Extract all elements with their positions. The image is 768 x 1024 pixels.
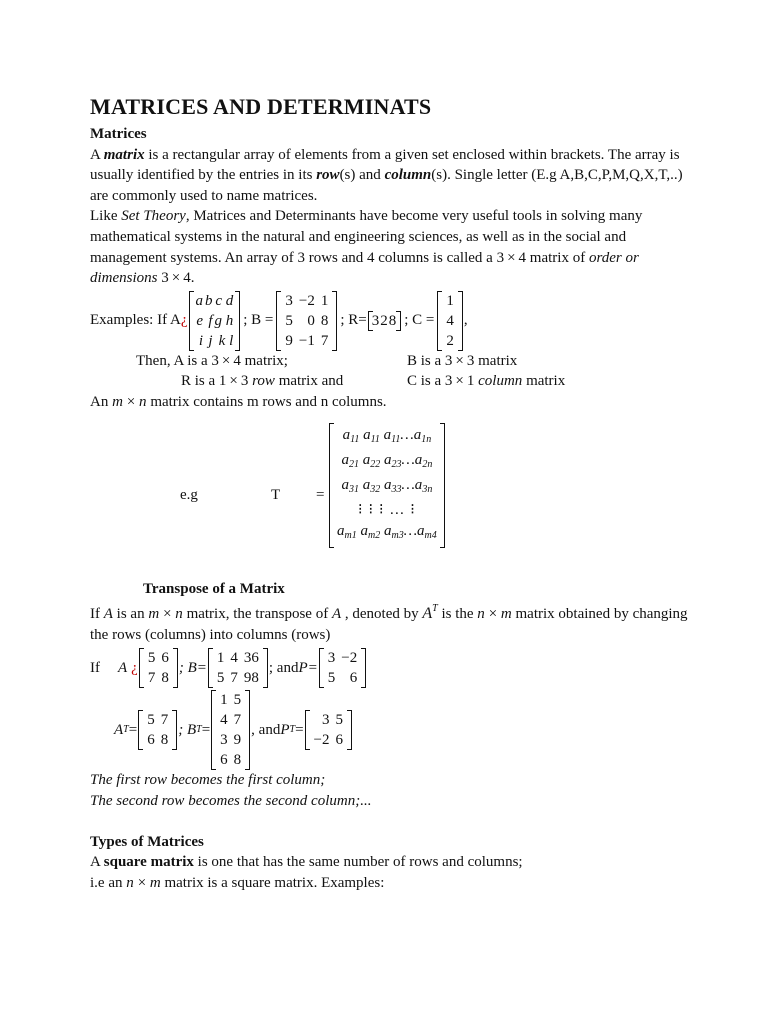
transpose-matrix-P-row-2 <box>325 668 360 688</box>
matrix-P-transpose-cell: 5 <box>335 712 343 729</box>
matrix-A-transpose <box>138 710 177 750</box>
PT-label: P <box>280 722 290 739</box>
eg-label: e.g <box>180 486 198 503</box>
matrix-B-row-2 <box>282 311 331 331</box>
transpose-matrix-A-row-2 <box>145 668 172 688</box>
matrix-P-transpose-cell: 6 <box>335 732 343 749</box>
BT-sup: T <box>196 724 202 736</box>
transpose-matrix-A <box>139 648 178 688</box>
matrix-C-row-3 <box>443 331 457 351</box>
transpose-matrix-P-cell: −2 <box>341 650 358 667</box>
transpose-example-row <box>90 648 690 688</box>
general-matrix-row-1: $a_{11}$ $a_{11}$ $a_{11}\dots a_{1n}$ <box>342 426 432 445</box>
transpose-matrix-A-row-1 <box>145 648 172 668</box>
matrix-A-cell: e <box>196 312 203 329</box>
then-B-text: B is a 3 × 3 matrix <box>407 352 518 369</box>
matrix-B-transpose-cell: 4 <box>220 712 228 729</box>
matrix-R-label: ; R= <box>340 312 367 329</box>
general-matrix-row-2: $a_{21}$ $a_{22}$ $a_{23}\dots a_{2n}$ <box>341 451 433 470</box>
AT-eq: = <box>128 722 138 739</box>
examples-label: Examples: If A <box>90 312 181 329</box>
matrix-B-label: ; B = <box>243 312 274 329</box>
transpose-matrix-B-cell: 7 <box>230 670 238 687</box>
transpose-note-2: The second row becomes the second column;... <box>90 792 372 809</box>
matrix-P-transpose-cell: 3 <box>322 712 330 729</box>
square-matrix-example-line: i.e an n × m matrix is a square matrix. Examples: <box>90 874 385 891</box>
matrix-A-transpose-cell: 8 <box>160 732 169 749</box>
transpose-matrix-B-cell: 1 <box>216 650 225 667</box>
and-label: ; and <box>268 660 299 677</box>
general-matrix-row-dots: ⁝ ⁝ ⁝ … ⁝ <box>357 501 416 518</box>
matrix-A-transpose-cell: 7 <box>160 712 169 729</box>
transpose-matrix-P-cell: 5 <box>327 670 336 687</box>
matrix-B-transpose-cell: 1 <box>220 692 228 709</box>
BT-label: ; B <box>178 722 197 739</box>
matrix-B-cell: 5 <box>285 312 293 329</box>
matrices-heading: Matrices <box>90 126 147 142</box>
transpose-matrix-B-cell: 5 <box>216 670 225 687</box>
matrix-B-row-3 <box>282 331 331 351</box>
transpose-definition: If A is an m × n matrix, the transpose of A , denoted by $A^T$ is the n × m matrix obtained by changing the rows (columns) into columns (rows) <box>90 603 688 643</box>
then-line-2 <box>90 371 690 392</box>
matrix-A-row-1 <box>195 291 235 311</box>
matrix-A-cell: b <box>205 292 213 309</box>
general-matrix-example <box>90 423 690 563</box>
examples-row <box>90 291 690 351</box>
document-page <box>90 92 690 893</box>
matrix-B-cell: 0 <box>307 312 315 329</box>
AT-label: A <box>114 722 124 739</box>
transpose-matrix-B-cell: 36 <box>243 650 259 667</box>
matrix-A-transpose-cell: 5 <box>147 712 155 729</box>
general-matrix-row-m: $a_{m1}$ $a_{m2}$ $a_{m3}\dots a_{m4}$ <box>337 522 437 541</box>
matrix-P-transpose <box>305 710 352 750</box>
matrix-A-cell: k l <box>218 332 234 349</box>
general-matrix-T <box>329 423 445 548</box>
matrix-A-cell: f <box>208 312 213 329</box>
transpose-note-1: The first row becomes the first column; <box>90 772 326 789</box>
matrix-A-cell: c d <box>215 292 234 309</box>
matrix-A-transpose-row-2 <box>144 730 171 750</box>
mn-matrix-sentence: An m × n matrix contains m rows and n columns. <box>90 393 387 410</box>
inverted-question-glyph: ¿ <box>180 312 188 329</box>
matrix-A-cell: a <box>195 292 203 309</box>
general-matrix-row-3: $a_{31}$ $a_{32}$ $a_{33}\dots a_{3n}$ <box>341 476 433 495</box>
then-R-text: R is a 1 × 3 row matrix and <box>181 373 344 390</box>
matrix-B-transpose-cell: 5 <box>233 692 242 709</box>
transpose-matrix-A-cell: 6 <box>161 650 169 667</box>
matrix-P-transpose-row-1 <box>311 710 346 730</box>
matrix-C-row-1 <box>443 291 457 311</box>
then-line-1 <box>90 351 690 372</box>
matrix-P-transpose-row-2 <box>311 730 346 750</box>
page-title: MATRICES AND DETERMINATS <box>90 94 432 119</box>
B-label: ; B= <box>178 660 207 677</box>
types-heading: Types of Matrices <box>90 833 204 850</box>
transposed-row <box>114 690 690 770</box>
matrix-B-cell: 9 <box>285 332 293 349</box>
matrix-A <box>189 291 241 351</box>
matrix-C-label: ; C = <box>404 312 435 329</box>
transpose-heading: Transpose of a Matrix <box>143 580 285 597</box>
PT-sup: T <box>289 724 296 736</box>
AT-sup: T <box>123 724 129 736</box>
matrix-B-cell: −1 <box>298 332 315 349</box>
set-theory-paragraph: Like Set Theory, Matrices and Determinants have become very useful tools in solving many mathematical systems in the natural and engineering sciences, as well as in the social and management systems. An array of 3 rows and 4 columns is called a 3 × 4 matrix of order or dimensions 3 × 4. <box>90 208 643 287</box>
matrix-B-transpose-cell: 8 <box>233 752 242 769</box>
transpose-matrix-A-cell: 5 <box>147 650 156 667</box>
transpose-matrix-B-row-2 <box>214 668 262 688</box>
matrix-B-cell: 8 <box>320 312 329 329</box>
transpose-matrix-B-row-1 <box>214 648 262 668</box>
matrix-B-cell: −2 <box>298 292 315 309</box>
matrix-B-transpose-cell: 9 <box>233 732 242 749</box>
matrix-P-transpose-cell: −2 <box>313 732 330 749</box>
transpose-matrix-P-cell: 6 <box>349 670 358 687</box>
A-label: A <box>118 660 128 677</box>
transpose-matrix-P-row-1 <box>325 648 360 668</box>
matrix-B-row-1 <box>282 291 331 311</box>
inverted-question-glyph-2: ¿ <box>131 660 138 677</box>
matrix-B-transpose-row-3 <box>217 730 244 750</box>
if-label: If <box>90 660 100 677</box>
P-label: P= <box>298 660 318 677</box>
BT-eq: = <box>201 722 211 739</box>
matrix-C-cell: 4 <box>446 312 454 329</box>
transpose-matrix-B <box>208 648 268 688</box>
matrix-B-transpose <box>211 690 250 770</box>
matrix-B-transpose-cell: 6 <box>220 752 228 769</box>
matrix-A-cell: g h <box>214 312 234 329</box>
matrix-A-cell: j <box>208 332 213 349</box>
transpose-matrix-P-cell: 3 <box>327 650 336 667</box>
transpose-matrix-A-cell: 7 <box>147 670 156 687</box>
matrix-C <box>437 291 463 351</box>
matrix-A-transpose-row-1 <box>144 710 171 730</box>
matrix-definition-paragraph: A matrix is a rectangular array of elements from a given set enclosed within brackets. The array is usually identified by the entries in its row(s) and column(s). Single letter (E.g A,B,C,P,M,Q,X,T,..) are commonly used to name matrices. <box>90 146 683 204</box>
transpose-matrix-B-cell: 4 <box>230 650 238 667</box>
matrix-B-transpose-row-4 <box>217 750 244 770</box>
equals-sign: = <box>316 486 325 503</box>
matrix-A-row-2 <box>195 311 235 331</box>
matrix-B-cell: 3 <box>285 292 293 309</box>
then-C-text: C is a 3 × 1 column matrix <box>407 373 566 390</box>
T-label: T <box>271 486 281 503</box>
matrix-C-row-2 <box>443 311 457 331</box>
and-label-2: , and <box>251 722 281 739</box>
matrix-B-transpose-cell: 7 <box>233 712 242 729</box>
matrix-C-cell: 2 <box>446 332 454 349</box>
matrix-B-transpose-row-2 <box>217 710 244 730</box>
comma: , <box>463 312 468 329</box>
matrix-R: 328 <box>368 311 402 331</box>
matrix-C-cell: 1 <box>446 292 454 309</box>
matrix-B-transpose-row-1 <box>217 690 244 710</box>
transpose-matrix-A-cell: 8 <box>161 670 169 687</box>
transpose-matrix-P <box>319 648 366 688</box>
matrix-B-cell: 1 <box>320 292 329 309</box>
matrix-A-row-3 <box>195 331 235 351</box>
matrix-B-cell: 7 <box>320 332 329 349</box>
matrix-A-transpose-cell: 6 <box>147 732 155 749</box>
matrix-B-transpose-cell: 3 <box>220 732 228 749</box>
PT-eq: = <box>295 722 304 739</box>
then-A-text: Then, A is a 3 × 4 matrix; <box>136 352 288 369</box>
matrix-B <box>276 291 337 351</box>
transpose-matrix-B-cell: 98 <box>243 670 259 687</box>
square-matrix-definition: A square matrix is one that has the same number of rows and columns; <box>90 854 523 871</box>
matrix-A-cell: i <box>198 332 203 349</box>
